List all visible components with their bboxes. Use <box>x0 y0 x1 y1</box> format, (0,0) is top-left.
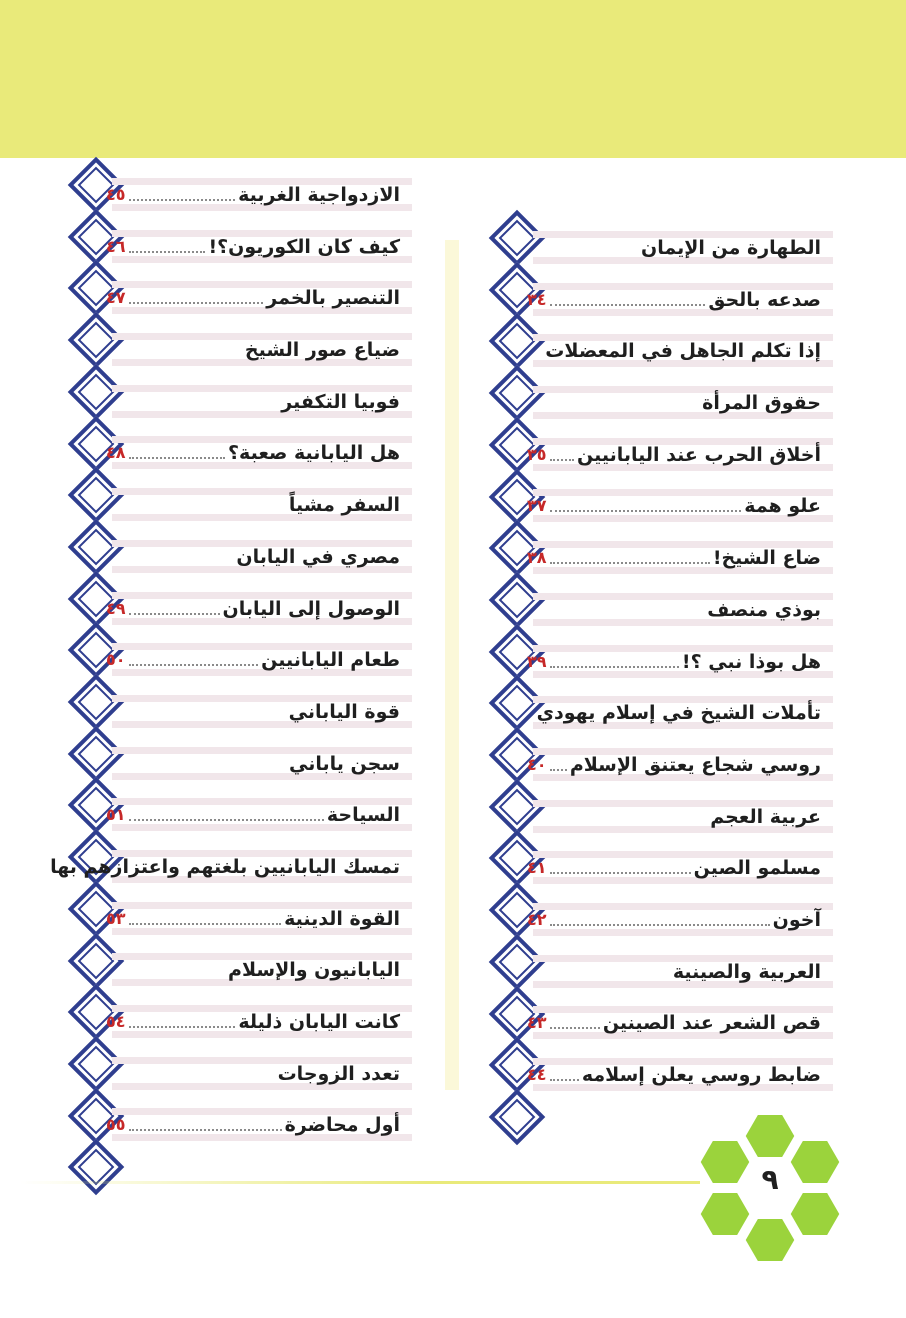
toc-entry <box>66 364 412 416</box>
toc-entry-page: ٤٩ <box>106 598 126 618</box>
toc-entry-title: كيف كان الكوريون؟! <box>208 235 400 258</box>
toc-entry-title: إذا تكلم الجاهل في المعضلات <box>545 340 821 363</box>
toc-entry <box>487 520 833 572</box>
toc-entry <box>66 726 412 778</box>
toc-entry <box>66 1036 412 1088</box>
toc-entry-title: بوذي منصف <box>707 598 821 621</box>
toc-entry-page: ٣٧ <box>527 496 547 516</box>
toc-entry-title: حقوق المرأة <box>702 392 821 415</box>
toc-entry-title: فوبيا التكفير <box>281 390 400 413</box>
toc-entry <box>66 467 412 519</box>
toc-entry-title: الوصول إلى اليابان <box>222 597 400 620</box>
toc-entry-title: السفر مشياً <box>288 494 400 517</box>
hexagon-petal <box>699 1140 751 1185</box>
dot-leader <box>129 819 324 821</box>
dot-leader <box>129 199 236 201</box>
toc-entry <box>487 572 833 624</box>
diamond-ornament <box>68 1139 125 1196</box>
toc-entry-page: ٣٩ <box>527 651 547 671</box>
toc-entry-title: سجن ياباني <box>289 752 400 775</box>
toc-entry <box>66 932 412 984</box>
toc-entry-page: ٤٠ <box>527 754 547 774</box>
toc-entry <box>487 882 833 934</box>
toc-entry-title: قص الشعر عند الصينين <box>602 1012 821 1035</box>
toc-entry-title: أول محاضرة <box>284 1114 400 1137</box>
dot-leader <box>550 1027 600 1029</box>
toc-entry-title: القوة الدينية <box>284 907 400 930</box>
toc-entry <box>66 777 412 829</box>
dot-leader <box>129 302 264 304</box>
toc-entry-page: ٣٤ <box>527 289 547 309</box>
toc-entry-page: ٤١ <box>527 858 547 878</box>
toc-entry <box>487 779 833 831</box>
page-number: ٩ <box>761 1163 779 1196</box>
toc-entry <box>66 674 412 726</box>
dot-leader <box>550 769 567 771</box>
toc-entry-title: الطهارة من الإيمان <box>641 237 821 259</box>
dot-leader <box>129 1026 236 1028</box>
toc-entry-title: تمسك اليابانيين بلغتهم واعتزازهم بها <box>50 855 400 878</box>
toc-entry <box>487 365 833 417</box>
toc-entry <box>487 313 833 365</box>
toc-entry-page: ٤٥ <box>106 185 126 204</box>
toc-entry-title: روسي شجاع يعتنق الإسلام <box>569 753 821 776</box>
toc-entry <box>66 415 412 467</box>
dot-leader <box>129 251 206 253</box>
toc-entry <box>66 881 412 933</box>
dot-leader <box>550 924 770 926</box>
toc-entry-title: هل بوذا نبي ؟! <box>681 650 821 673</box>
toc-entry-title: صدعه بالحق <box>708 288 821 311</box>
toc-entry-title: ضياع صور الشيخ <box>244 339 400 362</box>
toc-entry-page: ٥٣ <box>106 908 126 928</box>
dot-leader <box>550 562 710 564</box>
dot-leader <box>129 923 282 925</box>
dot-leader <box>550 304 706 306</box>
toc-entry-title: علو همة <box>744 495 821 518</box>
diamond-ornament <box>489 1089 546 1146</box>
toc-entry-page: ٤٦ <box>106 236 126 256</box>
dot-leader <box>129 457 226 459</box>
toc-entry <box>487 675 833 727</box>
toc-entry-page: ٥٥ <box>106 1115 126 1135</box>
toc-entry-title: هل اليابانية صعبة؟ <box>228 442 400 465</box>
toc-entry <box>66 519 412 571</box>
dot-leader <box>550 510 742 512</box>
toc-entry-page: ٣٨ <box>527 548 547 568</box>
toc-entry <box>66 984 412 1036</box>
hexagon-petal <box>744 1114 796 1159</box>
dot-leader <box>129 1129 282 1131</box>
toc-entry-page: ٥١ <box>106 805 126 825</box>
toc-entry-page: ٥٠ <box>106 650 126 670</box>
toc-entry <box>487 830 833 882</box>
toc-entry-title: الازدواجية الغربية <box>238 184 400 206</box>
toc-entry <box>487 468 833 520</box>
toc-entry-title: مسلمو الصين <box>693 857 821 880</box>
toc-entry-title: طعام اليابانيين <box>261 649 400 672</box>
toc-entry-title: قوة الياباني <box>288 700 400 723</box>
toc-entry-title: اليابانيون والإسلام <box>228 959 400 982</box>
toc-entry-title: ضابط روسي يعلن إسلامه <box>581 1064 821 1086</box>
hexagon-petal <box>699 1192 751 1237</box>
toc-entry-title: السياحة <box>326 804 400 827</box>
toc-entry <box>66 260 412 312</box>
toc-entry <box>66 1087 412 1139</box>
dot-leader <box>550 459 574 461</box>
column-divider <box>445 240 459 1090</box>
toc-entry <box>487 417 833 469</box>
hexagon-petal <box>789 1140 841 1185</box>
dot-leader <box>550 666 679 668</box>
toc-entry-title: كانت اليابان ذليلة <box>238 1011 400 1033</box>
toc-entry-title: أخلاق الحرب عند اليابانيين <box>577 443 821 466</box>
toc-entry <box>487 624 833 676</box>
toc-entry-page: ٤٧ <box>106 288 126 308</box>
toc-entry <box>50 829 412 881</box>
toc-entry-page: ٤٨ <box>106 443 126 463</box>
toc-entry <box>487 262 833 314</box>
toc-entry <box>66 622 412 674</box>
toc-entry-page: ٤٢ <box>527 909 547 929</box>
toc-entry <box>487 727 833 779</box>
toc-entry-page: ٤٤ <box>527 1065 547 1084</box>
toc-entry-title: عربية العجم <box>710 805 821 828</box>
toc-entry <box>66 157 412 209</box>
toc-entry <box>66 571 412 623</box>
toc-entry-title: مصري في اليابان <box>236 545 400 568</box>
toc-entry-page: ٤٣ <box>527 1013 547 1033</box>
hexagon-petal <box>789 1192 841 1237</box>
dot-leader <box>129 664 259 666</box>
dot-leader <box>129 613 220 615</box>
header-band <box>0 0 906 158</box>
toc-right-column <box>487 210 833 1089</box>
toc-entry-title: تعدد الزوجات <box>277 1062 400 1085</box>
toc-entry <box>487 210 833 262</box>
dot-leader <box>550 1079 579 1081</box>
toc-entry-page: ٥٤ <box>106 1012 126 1031</box>
toc-entry-title: آخون <box>772 908 821 931</box>
footer-line <box>20 1181 700 1184</box>
dot-leader <box>550 872 691 874</box>
toc-entry <box>66 209 412 261</box>
toc-entry-title: التنصير بالخمر <box>266 287 400 310</box>
toc-entry-title: العربية والصينية <box>672 960 821 983</box>
toc-entry-page: ٣٥ <box>527 444 547 464</box>
toc-entry <box>487 1037 833 1089</box>
toc-entry-title: تأملات الشيخ في إسلام يهودي <box>536 702 821 725</box>
toc-left-column <box>50 157 412 1139</box>
toc-entry <box>487 985 833 1037</box>
toc-entry <box>487 934 833 986</box>
toc-entry-title: ضاع الشيخ! <box>712 547 821 570</box>
toc-entry <box>66 312 412 364</box>
hexagon-petal <box>744 1218 796 1263</box>
